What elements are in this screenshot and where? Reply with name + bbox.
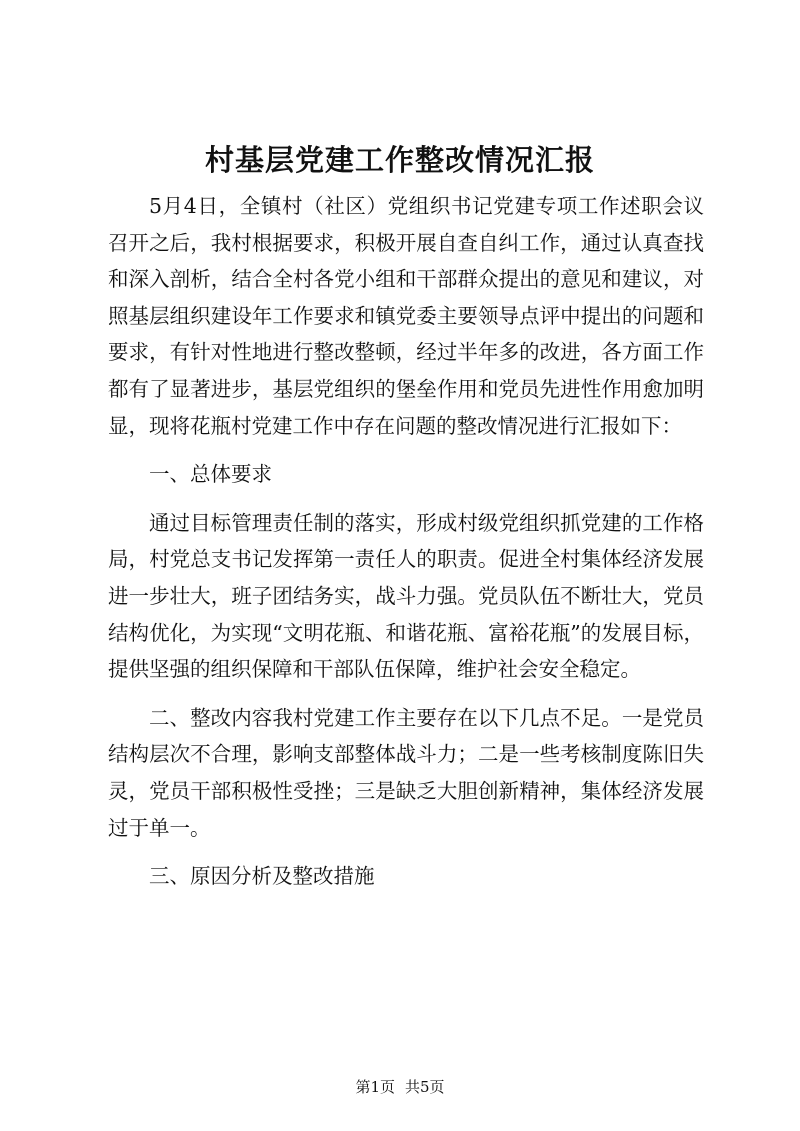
section-heading-general-requirements: 一、总体要求 [149, 462, 272, 487]
page-number-current: 第1页 [355, 1078, 395, 1096]
page-number-total: 共5页 [405, 1078, 445, 1096]
page-footer [0, 1077, 800, 1097]
document-body [108, 188, 704, 895]
paragraph-rectification-content: 二、整改内容我村党建工作主要存在以下几点不足。一是党员结构层次不合理，影响支部整体战斗力；二是一些考核制度陈旧失灵，党员干部积极性受挫；三是缺乏大胆创新精神，集体经济发展过于单一。 [108, 705, 704, 840]
document-title: 村基层党建工作整改情况汇报 [204, 143, 595, 177]
section-heading-cause-analysis: 三、原因分析及整改措施 [149, 864, 375, 889]
paragraph-intro: 5月4日，全镇村（社区）党组织书记党建专项工作述职会议召开之后，我村根据要求，积极开展自查自纠工作，通过认真查找和深入剖析，结合全村各党小组和干部群众提出的意见和建议，对照基层组织建设年工作要求和镇党委主要领导点评中提出的问题和要求，有针对性地进行整改整顿，经过半年多的改进，各方面工作都有了显著进步，基层党组织的堡垒作用和党员先进性作用愈加明显，现将花瓶村党建工作中存在问题的整改情况进行汇报如下： [108, 194, 704, 438]
paragraph-general-requirements: 通过目标管理责任制的落实，形成村级党组织抓党建的工作格局，村党总支书记发挥第一责任人的职责。促进全村集体经济发展进一步壮大，班子团结务实，战斗力强。党员队伍不断壮大，党员结构优化，为实现“文明花瓶、和谐花瓶、富裕花瓶”的发展目标，提供坚强的组织保障和干部队伍保障，维护社会安全稳定。 [108, 510, 704, 682]
